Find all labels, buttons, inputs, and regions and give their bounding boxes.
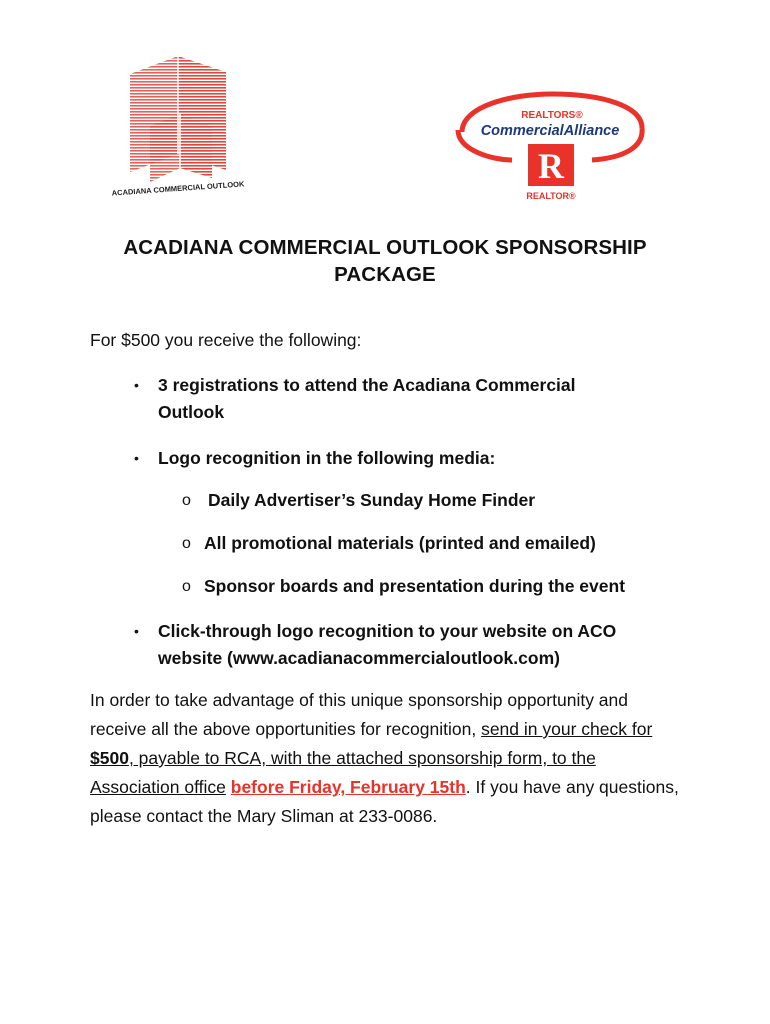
- rca-name-text: [481, 123, 620, 139]
- realtor-r-letter: R: [538, 146, 564, 186]
- rca-logo-graphic: [452, 88, 648, 206]
- aco-logo-text: ACADIANA COMMERCIAL OUTLOOK: [111, 179, 245, 196]
- sub-bullet-icon: o: [182, 535, 191, 552]
- title-line-1: ACADIANA COMMERCIAL OUTLOOK SPONSORSHIP: [123, 236, 647, 259]
- paragraph-instruction-cont: , payable to RCA, with the attached sponsorship form, to the Association office: [90, 748, 596, 797]
- benefit-registrations: [158, 372, 688, 426]
- intro-text: For $500 you receive the following:: [90, 330, 362, 350]
- benefit-clickthrough-line-2: website (www.acadianacommercialoutlook.com): [158, 648, 560, 668]
- deadline-text: before Friday, February 15th: [230, 777, 466, 797]
- paragraph-contact: . If you have any questions, please contact the Mary Sliman at 233-0086.: [90, 777, 679, 826]
- realtors-commercial-alliance-logo: [452, 88, 648, 206]
- benefit-registrations-line-1: 3 registrations to attend the Acadiana Commercial: [158, 375, 576, 395]
- benefit-clickthrough: [158, 618, 688, 672]
- acadiana-commercial-outlook-logo: [108, 48, 248, 196]
- rca-bottom-text: REALTOR®: [526, 191, 576, 201]
- sub-bullet-icon: o: [182, 492, 191, 509]
- page-title: [60, 234, 710, 288]
- bullet-icon: •: [134, 623, 139, 639]
- building-logo-graphic: [108, 48, 248, 196]
- media-item-sponsor-boards: Sponsor boards and presentation during the event: [204, 576, 626, 596]
- sub-bullet-icon: o: [182, 578, 191, 595]
- bullet-icon: •: [134, 450, 139, 466]
- sponsorship-amount: $500: [90, 748, 129, 768]
- rca-name-part2: Alliance: [563, 123, 620, 139]
- paragraph-instruction: send in your check for: [481, 719, 653, 739]
- media-item-daily-advertiser: Daily Advertiser’s Sunday Home Finder: [208, 490, 536, 510]
- closing-paragraph: [90, 686, 680, 831]
- benefit-registrations-line-2: Outlook: [158, 402, 225, 422]
- title-line-2: PACKAGE: [334, 263, 436, 286]
- rca-name-part1: Commercial: [480, 123, 564, 139]
- benefit-logo-recognition: Logo recognition in the following media:: [158, 448, 496, 468]
- bullet-icon: •: [134, 377, 139, 393]
- benefit-clickthrough-line-1: Click-through logo recognition to your website on ACO: [158, 621, 617, 641]
- paragraph-intro: In order to take advantage of this unique sponsorship opportunity and receive all the above opportunities for recognition,: [90, 690, 629, 739]
- media-item-promotional-materials: All promotional materials (printed and emailed): [204, 533, 596, 553]
- rca-top-text: REALTORS®: [521, 110, 583, 121]
